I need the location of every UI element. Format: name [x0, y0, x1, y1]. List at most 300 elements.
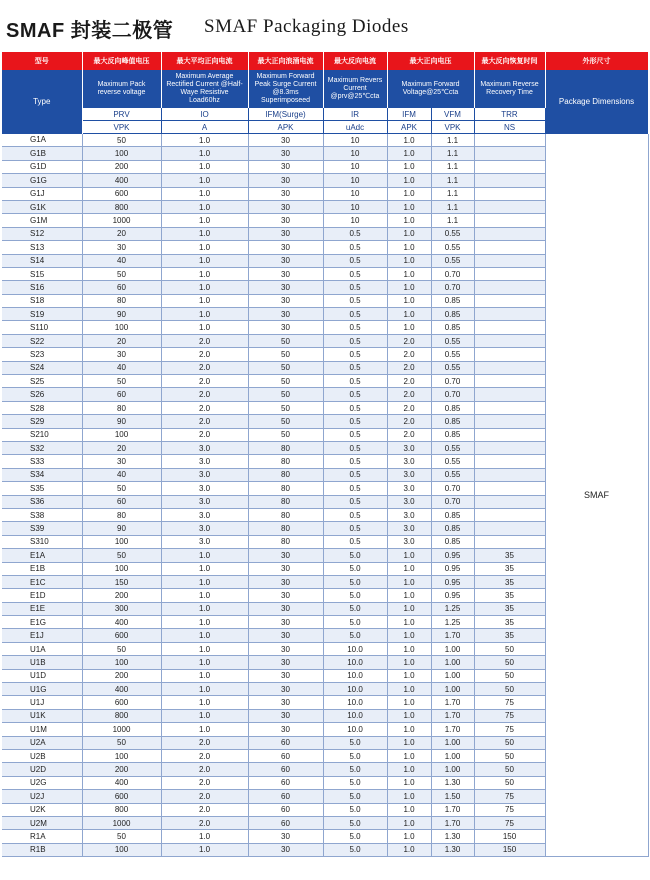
table-cell: 400	[82, 683, 161, 696]
symbol-prv: PRV	[82, 108, 161, 121]
table-cell: 5.0	[323, 843, 387, 856]
table-cell: 80	[248, 522, 323, 535]
table-cell: 1.0	[387, 709, 431, 722]
table-cell: 1.0	[387, 549, 431, 562]
table-cell: 60	[82, 495, 161, 508]
table-cell: 1.0	[161, 616, 248, 629]
header-cn-ir: 最大反向电流	[323, 52, 387, 70]
table-cell: 30	[248, 642, 323, 655]
table-cell: 0.5	[323, 468, 387, 481]
table-cell: 1.0	[161, 254, 248, 267]
title-bar	[0, 0, 650, 44]
cell-type: G1G	[2, 174, 82, 187]
table-cell	[474, 468, 545, 481]
table-cell: 0.95	[431, 549, 474, 562]
table-cell: 0.5	[323, 522, 387, 535]
table-cell: 3.0	[161, 535, 248, 548]
table-cell	[474, 174, 545, 187]
table-cell: 0.85	[431, 415, 474, 428]
table-cell: 200	[82, 589, 161, 602]
table-cell: 400	[82, 616, 161, 629]
table-cell: 1.30	[431, 776, 474, 789]
table-cell: 1.0	[387, 321, 431, 334]
table-cell: 0.55	[431, 455, 474, 468]
cell-type: U2M	[2, 816, 82, 829]
table-cell: 80	[248, 495, 323, 508]
table-cell: 1.0	[161, 629, 248, 642]
table-cell: 1.0	[387, 830, 431, 843]
table-cell: 1.0	[161, 134, 248, 147]
table-cell: 1.0	[161, 174, 248, 187]
table-cell: 2.0	[161, 375, 248, 388]
table-cell: 0.85	[431, 522, 474, 535]
table-cell: 60	[248, 790, 323, 803]
table-cell: 1.0	[161, 549, 248, 562]
table-cell: 1.0	[161, 227, 248, 240]
table-cell	[474, 214, 545, 227]
title-english: SMAF Packaging Diodes	[204, 16, 409, 37]
table-cell: 3.0	[161, 522, 248, 535]
table-cell: 1.0	[387, 254, 431, 267]
table-cell: 10.0	[323, 723, 387, 736]
table-cell: 30	[248, 602, 323, 615]
cell-type: S16	[2, 281, 82, 294]
table-cell: 2.0	[161, 415, 248, 428]
table-cell: 50	[82, 482, 161, 495]
table-cell: 0.5	[323, 428, 387, 441]
table-cell: 0.70	[431, 482, 474, 495]
table-cell: 50	[474, 736, 545, 749]
table-cell: 5.0	[323, 616, 387, 629]
table-cell: 0.5	[323, 441, 387, 454]
header-cn-trr: 最大反向恢复时间	[474, 52, 545, 70]
table-cell: 1.0	[161, 669, 248, 682]
table-cell: 60	[248, 736, 323, 749]
table-cell: 1.1	[431, 134, 474, 147]
table-cell	[474, 428, 545, 441]
table-cell: 1.0	[387, 214, 431, 227]
cell-type: U1J	[2, 696, 82, 709]
table-cell: 0.70	[431, 267, 474, 280]
table-cell	[474, 147, 545, 160]
table-cell: 1.70	[431, 629, 474, 642]
table-cell: 5.0	[323, 816, 387, 829]
table-cell	[474, 375, 545, 388]
cell-type: E1J	[2, 629, 82, 642]
table-cell: 1.1	[431, 200, 474, 213]
table-cell: 1.0	[387, 147, 431, 160]
table-cell: 75	[474, 696, 545, 709]
table-cell: 100	[82, 562, 161, 575]
cell-type: S24	[2, 361, 82, 374]
table-cell: 1.0	[387, 200, 431, 213]
table-cell: 1.0	[387, 683, 431, 696]
table-cell: 1.0	[387, 629, 431, 642]
table-cell: 50	[248, 428, 323, 441]
table-cell: 0.5	[323, 508, 387, 521]
table-cell: 0.85	[431, 508, 474, 521]
table-cell: 2.0	[387, 348, 431, 361]
table-cell: 200	[82, 763, 161, 776]
table-cell: 80	[248, 455, 323, 468]
cell-type: S38	[2, 508, 82, 521]
table-cell: 30	[248, 562, 323, 575]
table-cell: 1.0	[387, 602, 431, 615]
table-cell: 30	[248, 709, 323, 722]
table-cell: 1.0	[161, 830, 248, 843]
table-cell: 1.00	[431, 736, 474, 749]
table-cell: 0.70	[431, 388, 474, 401]
table-cell: 1.0	[387, 575, 431, 588]
table-cell: 10.0	[323, 683, 387, 696]
table-cell: 0.5	[323, 361, 387, 374]
table-cell: 1.25	[431, 616, 474, 629]
table-cell: 0.5	[323, 388, 387, 401]
cell-type: U1K	[2, 709, 82, 722]
table-cell: 0.5	[323, 254, 387, 267]
table-cell: 90	[82, 415, 161, 428]
table-cell: 10.0	[323, 709, 387, 722]
table-cell: 100	[82, 843, 161, 856]
cell-type: S34	[2, 468, 82, 481]
table-cell: 600	[82, 790, 161, 803]
header-row-chinese	[2, 52, 648, 70]
table-cell: 2.0	[161, 790, 248, 803]
table-cell: 5.0	[323, 830, 387, 843]
table-cell	[474, 535, 545, 548]
table-cell: 3.0	[387, 441, 431, 454]
table-cell: 30	[248, 187, 323, 200]
table-cell: 1.0	[161, 843, 248, 856]
table-cell: 10	[323, 160, 387, 173]
cell-type: U1B	[2, 656, 82, 669]
table-cell: 3.0	[161, 495, 248, 508]
table-cell	[474, 482, 545, 495]
table-cell	[474, 267, 545, 280]
table-cell: 10	[323, 214, 387, 227]
table-cell: 2.0	[387, 415, 431, 428]
table-cell: 1.0	[161, 562, 248, 575]
table-cell	[474, 254, 545, 267]
table-cell: 5.0	[323, 589, 387, 602]
cell-type: U1D	[2, 669, 82, 682]
table-cell: 2.0	[161, 388, 248, 401]
table-cell: 30	[248, 616, 323, 629]
table-cell: 30	[82, 241, 161, 254]
table-cell: 0.55	[431, 441, 474, 454]
table-cell: 3.0	[387, 495, 431, 508]
table-cell: 0.85	[431, 294, 474, 307]
header-cn-vf: 最大正向电压	[387, 52, 474, 70]
table-cell: 100	[82, 535, 161, 548]
table-cell: 1.0	[161, 241, 248, 254]
table-cell: 200	[82, 669, 161, 682]
table-cell: 1.0	[387, 174, 431, 187]
table-cell: 1.0	[161, 200, 248, 213]
cell-type: S15	[2, 267, 82, 280]
table-cell: 0.5	[323, 267, 387, 280]
table-cell: 1.0	[161, 683, 248, 696]
table-cell: 1.1	[431, 187, 474, 200]
diode-spec-table	[2, 52, 649, 857]
symbol-trr: TRR	[474, 108, 545, 121]
table-cell: 30	[248, 669, 323, 682]
table-cell: 90	[82, 308, 161, 321]
table-cell: 0.55	[431, 241, 474, 254]
table-cell: 75	[474, 723, 545, 736]
table-cell: 1.0	[161, 696, 248, 709]
table-cell: 80	[82, 294, 161, 307]
table-cell: 100	[82, 147, 161, 160]
table-cell: 5.0	[323, 790, 387, 803]
table-cell: 1.0	[387, 562, 431, 575]
table-cell: 1.0	[161, 709, 248, 722]
table-cell: 0.5	[323, 227, 387, 240]
table-cell: 75	[474, 790, 545, 803]
table-cell: 30	[248, 147, 323, 160]
table-cell: 5.0	[323, 749, 387, 762]
table-cell: 30	[248, 134, 323, 147]
table-cell: 400	[82, 174, 161, 187]
table-cell: 100	[82, 428, 161, 441]
cell-type: S310	[2, 535, 82, 548]
table-cell: 50	[474, 642, 545, 655]
table-cell: 2.0	[387, 388, 431, 401]
table-cell: 80	[82, 401, 161, 414]
cell-type: G1K	[2, 200, 82, 213]
cell-type: G1B	[2, 147, 82, 160]
table-cell	[474, 361, 545, 374]
table-cell: 3.0	[387, 482, 431, 495]
cell-type: S33	[2, 455, 82, 468]
table-cell: 30	[248, 696, 323, 709]
table-body	[2, 134, 648, 857]
table-cell: 0.5	[323, 455, 387, 468]
table-cell	[474, 415, 545, 428]
table-cell: 30	[248, 294, 323, 307]
table-cell: 60	[248, 803, 323, 816]
table-cell: 1.70	[431, 709, 474, 722]
symbol-vfm: VFM	[431, 108, 474, 121]
table-cell: 0.55	[431, 334, 474, 347]
table-cell: 0.5	[323, 535, 387, 548]
table-cell	[474, 348, 545, 361]
unit-io: A	[161, 121, 248, 134]
table-cell: 40	[82, 361, 161, 374]
table-cell: 0.55	[431, 361, 474, 374]
table-cell: 20	[82, 334, 161, 347]
table-cell: 50	[248, 388, 323, 401]
table-cell	[474, 241, 545, 254]
header-en-vf: Maximum Forward Voltage@25℃cta	[387, 70, 474, 108]
table-cell: 50	[474, 763, 545, 776]
table-cell: 1.0	[387, 267, 431, 280]
table-cell: 1.0	[387, 656, 431, 669]
table-cell: 30	[248, 843, 323, 856]
table-cell: 0.5	[323, 321, 387, 334]
cell-type: G1J	[2, 187, 82, 200]
table-cell	[474, 508, 545, 521]
table-cell	[474, 441, 545, 454]
table-cell: 2.0	[387, 334, 431, 347]
table-cell: 60	[248, 763, 323, 776]
table-cell: 30	[248, 214, 323, 227]
table-cell: 30	[248, 241, 323, 254]
header-en-ir: Maximum Revers Current @prv@25℃cta	[323, 70, 387, 108]
table-cell: 1.0	[161, 602, 248, 615]
table-cell: 1.0	[387, 281, 431, 294]
table-cell: 1.0	[387, 160, 431, 173]
table-cell: 5.0	[323, 736, 387, 749]
table-cell: 75	[474, 816, 545, 829]
table-cell: 3.0	[161, 482, 248, 495]
table-cell: 1.50	[431, 790, 474, 803]
table-cell: 20	[82, 441, 161, 454]
table-cell: 0.55	[431, 468, 474, 481]
cell-type: U2J	[2, 790, 82, 803]
table-cell: 150	[82, 575, 161, 588]
table-cell: 1.0	[387, 589, 431, 602]
table-cell: 1.0	[387, 843, 431, 856]
table-cell: 5.0	[323, 763, 387, 776]
cell-type: E1A	[2, 549, 82, 562]
table-cell: 50	[248, 415, 323, 428]
table-cell: 30	[248, 830, 323, 843]
table-cell: 30	[248, 723, 323, 736]
table-cell: 0.70	[431, 281, 474, 294]
table-cell	[474, 200, 545, 213]
table-cell: 0.95	[431, 562, 474, 575]
table-cell: 80	[82, 508, 161, 521]
table-cell: 300	[82, 602, 161, 615]
table-cell: 2.0	[161, 361, 248, 374]
table-cell: 0.55	[431, 227, 474, 240]
table-cell: 0.5	[323, 482, 387, 495]
table-cell: 0.85	[431, 535, 474, 548]
cell-type: S25	[2, 375, 82, 388]
table-cell: 100	[82, 321, 161, 334]
header-row-english	[2, 70, 648, 108]
table-cell: 0.5	[323, 401, 387, 414]
cell-type: U1G	[2, 683, 82, 696]
table-cell: 10.0	[323, 656, 387, 669]
table-cell: 1.0	[161, 642, 248, 655]
table-cell: 30	[248, 200, 323, 213]
table-cell	[474, 281, 545, 294]
table-cell: 1.00	[431, 683, 474, 696]
cell-type: S13	[2, 241, 82, 254]
table-cell: 800	[82, 200, 161, 213]
table-cell: 100	[82, 656, 161, 669]
table-cell: 30	[82, 348, 161, 361]
table-cell: 1.70	[431, 696, 474, 709]
table-cell: 75	[474, 803, 545, 816]
header-cn-surge: 最大正向浪涌电流	[248, 52, 323, 70]
header-en-prv: Maximum Pack reverse voltage	[82, 70, 161, 108]
table-cell: 0.5	[323, 281, 387, 294]
table-cell: 10	[323, 200, 387, 213]
cell-type: R1B	[2, 843, 82, 856]
table-cell: 2.0	[387, 361, 431, 374]
unit-surge: APK	[248, 121, 323, 134]
table-cell: 35	[474, 616, 545, 629]
table-cell	[474, 495, 545, 508]
header-en-surge: Maximum Forward Peak Surge Current @8.3ms Superimposeed	[248, 70, 323, 108]
table-cell: 0.95	[431, 575, 474, 588]
cell-type: S32	[2, 441, 82, 454]
cell-type: S19	[2, 308, 82, 321]
table-cell: 30	[248, 254, 323, 267]
table-cell: 1.0	[161, 589, 248, 602]
table-cell: 35	[474, 562, 545, 575]
table-cell: 5.0	[323, 803, 387, 816]
table-cell: 3.0	[387, 535, 431, 548]
table-cell: 0.95	[431, 589, 474, 602]
table-cell: 1.0	[161, 160, 248, 173]
cell-type: E1B	[2, 562, 82, 575]
unit-trr: NS	[474, 121, 545, 134]
table-cell: 1.0	[161, 723, 248, 736]
table-cell: 50	[82, 134, 161, 147]
table-cell: 0.5	[323, 415, 387, 428]
table-cell: 1.0	[387, 616, 431, 629]
table-cell: 1.70	[431, 723, 474, 736]
table-cell: 200	[82, 160, 161, 173]
cell-type: G1A	[2, 134, 82, 147]
table-cell: 35	[474, 575, 545, 588]
table-cell: 1.0	[387, 642, 431, 655]
table-cell: 2.0	[161, 428, 248, 441]
table-cell	[474, 321, 545, 334]
table-cell: 30	[248, 267, 323, 280]
table-cell: 0.55	[431, 348, 474, 361]
table-cell: 1.0	[387, 749, 431, 762]
cell-type: E1D	[2, 589, 82, 602]
table-cell: 10.0	[323, 669, 387, 682]
table-cell: 2.0	[161, 816, 248, 829]
table-cell: 3.0	[161, 455, 248, 468]
table-cell: 50	[82, 830, 161, 843]
title-chinese: SMAF 封装二极管	[6, 20, 174, 42]
table-cell: 1.0	[161, 656, 248, 669]
table-cell: 1.0	[387, 227, 431, 240]
table-cell	[474, 294, 545, 307]
table-cell: 1.0	[387, 736, 431, 749]
table-cell: 0.70	[431, 375, 474, 388]
table-cell	[474, 134, 545, 147]
table-cell: 800	[82, 709, 161, 722]
cell-type: G1D	[2, 160, 82, 173]
header-cn-type: 型号	[2, 52, 82, 70]
table-cell: 1.0	[387, 294, 431, 307]
table-cell: 1.30	[431, 830, 474, 843]
cell-type: S36	[2, 495, 82, 508]
table-cell: 1.0	[387, 308, 431, 321]
table-cell: 600	[82, 187, 161, 200]
table-cell: 1.00	[431, 763, 474, 776]
table-cell	[474, 388, 545, 401]
header-cn-prv: 最大反向峰值电压	[82, 52, 161, 70]
table-cell: 600	[82, 696, 161, 709]
table-cell: 1.0	[387, 763, 431, 776]
table-cell: 2.0	[387, 428, 431, 441]
cell-type: G1M	[2, 214, 82, 227]
table-cell: 1.0	[161, 187, 248, 200]
table-cell: 1000	[82, 214, 161, 227]
cell-type: S12	[2, 227, 82, 240]
table-cell: 1.25	[431, 602, 474, 615]
table-cell: 40	[82, 254, 161, 267]
